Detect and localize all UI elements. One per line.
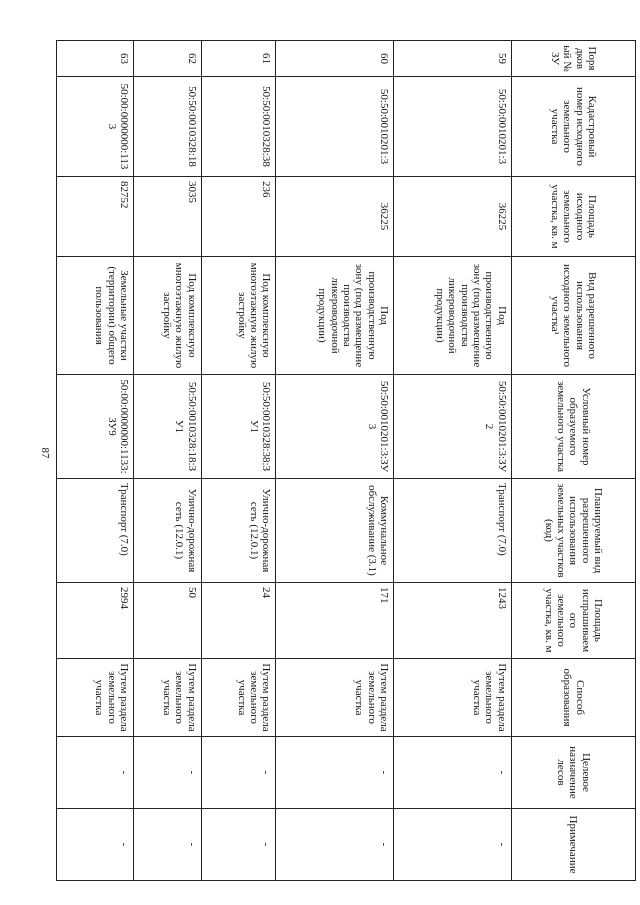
col-header-plot-number: Порядковый № ЗУ <box>511 41 635 77</box>
cell-note: - <box>133 809 201 881</box>
cell-plot-number: 59 <box>394 41 512 77</box>
cell-requested-area: 50 <box>133 583 201 659</box>
cell-source-permitted-use: Под комплексную многоэтажную жилую застройку <box>201 257 276 375</box>
cell-requested-area: 24 <box>201 583 276 659</box>
land-plots-table <box>56 40 636 881</box>
cell-requested-area: 2994 <box>57 583 134 659</box>
cell-planned-use: Транспорт (7.0) <box>394 479 512 583</box>
col-header-forest-purpose: Целевое назначение лесов <box>511 737 635 809</box>
table-container <box>56 40 636 880</box>
cell-note: - <box>394 809 512 881</box>
cell-formation-method: Путем раздела земельного участка <box>394 659 512 737</box>
cell-source-area: 36225 <box>394 177 512 257</box>
cell-formation-method: Путем раздела земельного участка <box>57 659 134 737</box>
cell-source-area: 3035 <box>133 177 201 257</box>
cell-new-plot-number: 50:50:0010328:38:ЗУ1 <box>201 375 276 479</box>
cell-formation-method: Путем раздела земельного участка <box>201 659 276 737</box>
cell-source-permitted-use: Под комплексную многоэтажную жилую застройку <box>133 257 201 375</box>
cell-forest-purpose: - <box>394 737 512 809</box>
cell-source-area: 36225 <box>276 177 394 257</box>
col-header-new-plot-number: Условный номер образуемого земельного участка <box>511 375 635 479</box>
col-header-source-area: Площадь исходного земельного участка, кв. м <box>511 177 635 257</box>
col-header-note: Примечание <box>511 809 635 881</box>
cell-formation-method: Путем раздела земельного участка <box>133 659 201 737</box>
table-row <box>57 41 134 881</box>
cell-forest-purpose: - <box>201 737 276 809</box>
cell-plot-number: 63 <box>57 41 134 77</box>
cell-note: - <box>201 809 276 881</box>
cell-planned-use: Коммунальное обслуживание (3.1) <box>276 479 394 583</box>
cell-forest-purpose: - <box>57 737 134 809</box>
cell-note: - <box>57 809 134 881</box>
cell-source-cadastral-number: 50:50:0010328:38 <box>201 77 276 177</box>
cell-requested-area: 171 <box>276 583 394 659</box>
cell-source-permitted-use: Под производственную зону (под размещение производства ликероводочной продукции) <box>394 257 512 375</box>
cell-new-plot-number: 50:50:0010201:3:ЗУ2 <box>394 375 512 479</box>
cell-source-cadastral-number: 50:50:0010201:3 <box>394 77 512 177</box>
table-row <box>133 41 201 881</box>
cell-forest-purpose: - <box>276 737 394 809</box>
cell-plot-number: 61 <box>201 41 276 77</box>
cell-requested-area: 1243 <box>394 583 512 659</box>
cell-source-cadastral-number: 50:50:0010328:18 <box>133 77 201 177</box>
cell-plot-number: 60 <box>276 41 394 77</box>
cell-new-plot-number: 50:00:0000000:1133:ЗУ9 <box>57 375 134 479</box>
table-header-row <box>511 41 635 881</box>
table-row <box>276 41 394 881</box>
col-header-formation-method: Способ образования <box>511 659 635 737</box>
table-row <box>201 41 276 881</box>
cell-source-area: 82752 <box>57 177 134 257</box>
cell-planned-use: Улично-дорожная сеть (12.0.1) <box>201 479 276 583</box>
col-header-planned-use: Планируемый вид разрешенного использования земельных участков (код) <box>511 479 635 583</box>
col-header-source-cadastral-number: Кадастровый номер исходного земельного участка <box>511 77 635 177</box>
cell-planned-use: Улично-дорожная сеть (12.0.1) <box>133 479 201 583</box>
col-header-requested-area: Площадь испрашиваемого земельного участка, кв. м <box>511 583 635 659</box>
cell-new-plot-number: 50:50:0010328:18:ЗУ1 <box>133 375 201 479</box>
cell-source-area: 236 <box>201 177 276 257</box>
cell-source-cadastral-number: 50:50:0010201:3 <box>276 77 394 177</box>
table-row <box>394 41 512 881</box>
cell-note: - <box>276 809 394 881</box>
cell-formation-method: Путем раздела земельного участка <box>276 659 394 737</box>
page-number: 87 <box>39 447 51 459</box>
cell-source-cadastral-number: 50:00:0000000:1133 <box>57 77 134 177</box>
cell-source-permitted-use: Земельные участки (территории) общего пользования <box>57 257 134 375</box>
cell-planned-use: Транспорт (7.0) <box>57 479 134 583</box>
cell-plot-number: 62 <box>133 41 201 77</box>
cell-source-permitted-use: Под производственную зону (под размещение производства ликероводочной продукции) <box>276 257 394 375</box>
cell-new-plot-number: 50:50:0010201:3:ЗУ3 <box>276 375 394 479</box>
cell-forest-purpose: - <box>133 737 201 809</box>
col-header-source-permitted-use: Вид разрешенного использования исходного земельного участка¹ <box>511 257 635 375</box>
